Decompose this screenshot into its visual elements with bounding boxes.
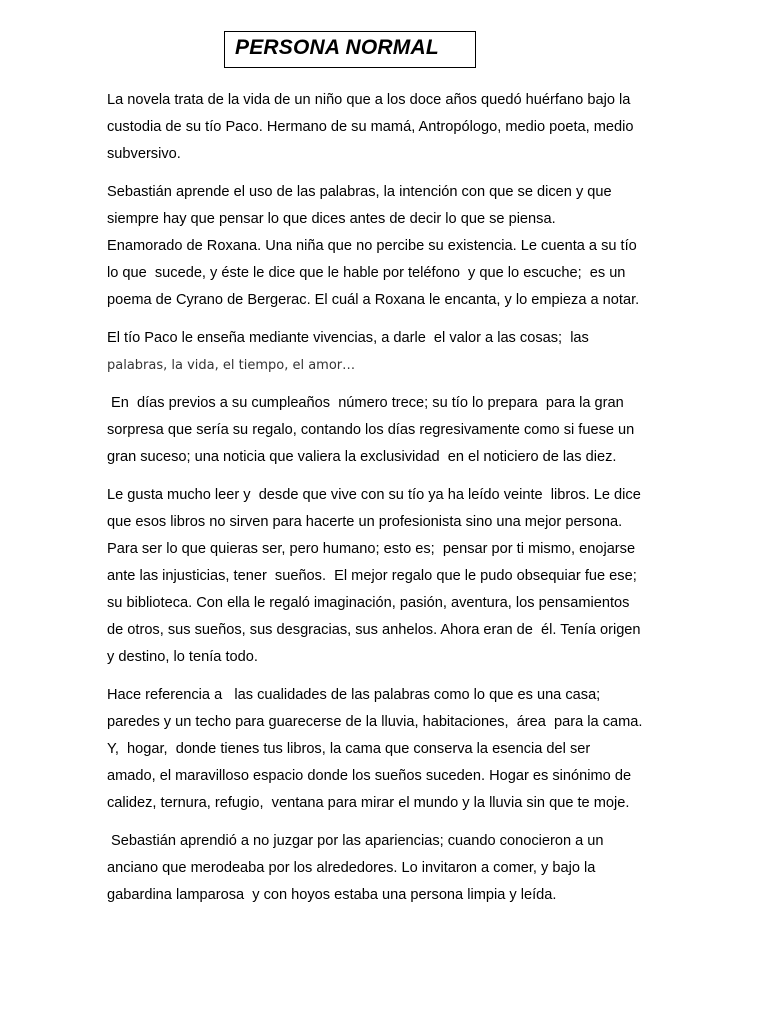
text-line: Para ser lo que quieras ser, pero humano; esto es; pensar por ti mismo, enojarse [107, 541, 636, 557]
text-line: amado, el maravilloso espacio donde los sueños suceden. Hogar es sinónimo de [107, 768, 632, 784]
text-line: subversivo. [107, 146, 181, 162]
text-line: Sebastián aprende el uso de las palabras, la intención con que se dicen y que [107, 184, 612, 200]
text-line: gabardina lamparosa y con hoyos estaba una persona limpia y leída. [107, 887, 557, 903]
text-line: calidez, ternura, refugio, ventana para mirar el mundo y la lluvia sin que te moje. [107, 795, 630, 811]
text-line: anciano que merodeaba por los alrededores. Lo invitaron a comer, y bajo la [107, 860, 596, 876]
paragraph [107, 828, 667, 909]
text-line: que esos libros no sirven para hacerte un profesionista sino una mejor persona. [107, 514, 623, 530]
text-line: Enamorado de Roxana. Una niña que no percibe su existencia. Le cuenta a su tío [107, 238, 637, 254]
text-line: sorpresa que sería su regalo, contando los días regresivamente como si fuese un [107, 422, 635, 438]
document-body [107, 87, 667, 920]
text-line: gran suceso; una noticia que valiera la exclusividad en el noticiero de las diez. [107, 449, 617, 465]
text-line: Hace referencia a las cualidades de las palabras como lo que es una casa; [107, 687, 601, 703]
text-line: La novela trata de la vida de un niño que a los doce años quedó huérfano bajo la [107, 92, 631, 108]
paragraph [107, 179, 667, 314]
text-line: de otros, sus sueños, sus desgracias, sus anhelos. Ahora eran de él. Tenía origen [107, 622, 641, 638]
text-line: paredes y un techo para guarecerse de la lluvia, habitaciones, área para la cama. [107, 714, 643, 730]
text-line: En días previos a su cumpleaños número trece; su tío lo prepara para la gran [107, 395, 624, 411]
paragraph [107, 482, 667, 671]
text-line: y destino, lo tenía todo. [107, 649, 258, 665]
paragraph [107, 682, 667, 817]
text-line: siempre hay que pensar lo que dices antes de decir lo que se piensa. [107, 211, 556, 227]
text-line: custodia de su tío Paco. Hermano de su mamá, Antropólogo, medio poeta, medio [107, 119, 634, 135]
text-line: poema de Cyrano de Bergerac. El cuál a Roxana le encanta, y lo empieza a notar. [107, 292, 640, 308]
text-line: Sebastián aprendió a no juzgar por las apariencias; cuando conocieron a un [107, 833, 604, 849]
text-line: palabras, la vida, el tiempo, el amor… [107, 358, 356, 373]
paragraph [107, 325, 667, 379]
text-line: ante las injusticias, tener sueños. El mejor regalo que le pudo obsequiar fue ese; [107, 568, 637, 584]
text-line: El tío Paco le enseña mediante vivencias, a darle el valor a las cosas; las [107, 330, 589, 346]
text-line: Y, hogar, donde tienes tus libros, la cama que conserva la esencia del ser [107, 741, 591, 757]
text-line: su biblioteca. Con ella le regaló imaginación, pasión, aventura, los pensamientos [107, 595, 630, 611]
title-box [224, 31, 476, 68]
paragraph [107, 390, 667, 471]
text-line: lo que sucede, y éste le dice que le hable por teléfono y que lo escuche; es un [107, 265, 626, 281]
text-line: Le gusta mucho leer y desde que vive con su tío ya ha leído veinte libros. Le dice [107, 487, 641, 503]
document-title: PERSONA NORMAL [235, 36, 439, 59]
paragraph [107, 87, 667, 168]
